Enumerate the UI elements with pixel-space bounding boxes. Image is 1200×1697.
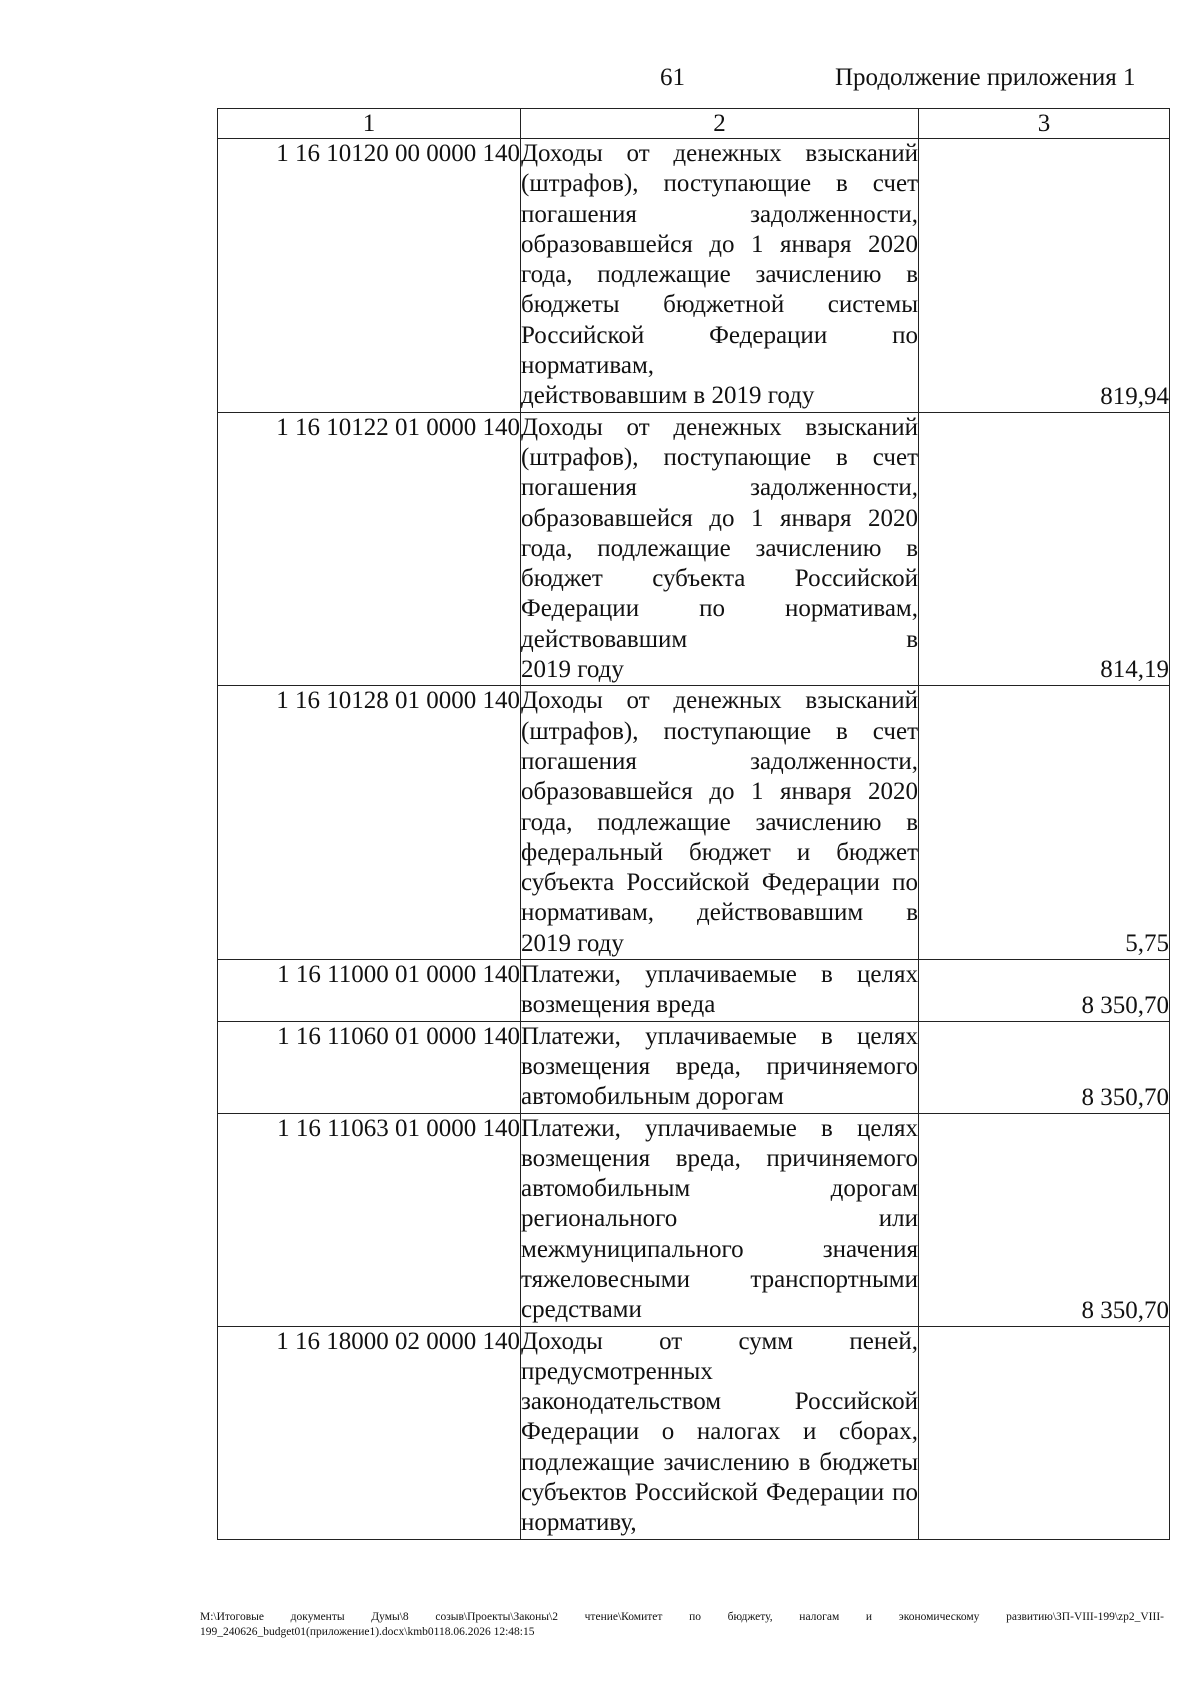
description-last-line: 2019 году: [521, 656, 624, 684]
description-last-line: средствами: [521, 1296, 642, 1324]
row-description: [521, 1113, 919, 1326]
amount-value: 819,94: [919, 139, 1170, 413]
description-text: Доходы от денежных взысканий (штрафов), поступающие в счет погашения задолженности, образовавшейся до 1 января 2020 года, подлежащие зачислению в бюджеты бюджетной системы Российской Федерации по нормативам,: [521, 140, 918, 380]
amount-value: [919, 1326, 1170, 1539]
budget-code: 1 16 10122 01 0000 140: [218, 412, 521, 686]
description-text: Доходы от денежных взысканий (штрафов), поступающие в счет погашения задолженности, образовавшейся до 1 января 2020 года, подлежащие зачислению в федеральный бюджет и бюджет субъекта Российской Федерации по нормативам, действовавшим в: [521, 687, 918, 927]
page-number: 61: [660, 64, 685, 91]
document-file-path: M:\Итоговые документы Думы\8 созыв\Проекты\Законы\2 чтение\Комитет по бюджету, налогам и экономическому развитию\ЗП-VIII-199\zp2_VIII-199_240626_budget01(приложение1).docx\kmb0118.06.2026 12:48:15: [200, 1611, 1164, 1638]
budget-table: [217, 108, 1170, 1540]
budget-code: 1 16 18000 02 0000 140: [218, 1326, 521, 1539]
description-text: Платежи, уплачиваемые в целях возмещения вреда, причиняемого автомобильным дорогам регионального или межмуниципального значения тяжеловесными транспортными: [521, 1114, 918, 1293]
amount-value: 8 350,70: [919, 960, 1170, 1022]
column-header-1: 1: [218, 109, 521, 139]
description-last-line: действовавшим в 2019 году: [521, 382, 815, 410]
row-description: [521, 1021, 919, 1113]
continuation-heading: Продолжение приложения 1: [835, 64, 1136, 91]
description-last-line: возмещения вреда: [521, 991, 716, 1019]
row-description: [521, 686, 919, 960]
description-last-line: 2019 году: [521, 929, 624, 957]
table-row: [218, 1021, 1170, 1113]
description-text: Платежи, уплачиваемые в целях: [521, 961, 918, 989]
amount-value: 8 350,70: [919, 1113, 1170, 1326]
table-row: [218, 139, 1170, 413]
table-row: [218, 686, 1170, 960]
table-row: [218, 412, 1170, 686]
table-row: [218, 960, 1170, 1022]
amount-value: 5,75: [919, 686, 1170, 960]
column-header-2: 2: [521, 109, 919, 139]
description-last-line: автомобильным дорогам: [521, 1083, 784, 1111]
table-row: [218, 1326, 1170, 1539]
budget-code: 1 16 11063 01 0000 140: [218, 1113, 521, 1326]
description-text: Доходы от сумм пеней, предусмотренных законодательством Российской Федерации о налогах и сборах, подлежащие зачислению в бюджеты субъектов Российской Федерации по нормативу,: [521, 1327, 918, 1537]
budget-code: 1 16 10128 01 0000 140: [218, 686, 521, 960]
row-description: [521, 960, 919, 1022]
description-text: Доходы от денежных взысканий (штрафов), поступающие в счет погашения задолженности, образовавшейся до 1 января 2020 года, подлежащие зачислению в бюджет субъекта Российской Федерации по нормативам, действовавшим в: [521, 413, 918, 653]
column-header-3: 3: [919, 109, 1170, 139]
amount-value: 814,19: [919, 412, 1170, 686]
amount-value: 8 350,70: [919, 1021, 1170, 1113]
row-description: [521, 1326, 919, 1539]
budget-code: 1 16 11060 01 0000 140: [218, 1021, 521, 1113]
budget-code: 1 16 10120 00 0000 140: [218, 139, 521, 413]
row-description: [521, 139, 919, 413]
description-text: Платежи, уплачиваемые в целях возмещения вреда, причиняемого: [521, 1022, 918, 1080]
budget-code: 1 16 11000 01 0000 140: [218, 960, 521, 1022]
table-row: [218, 1113, 1170, 1326]
column-header-row: [218, 109, 1170, 139]
row-description: [521, 412, 919, 686]
